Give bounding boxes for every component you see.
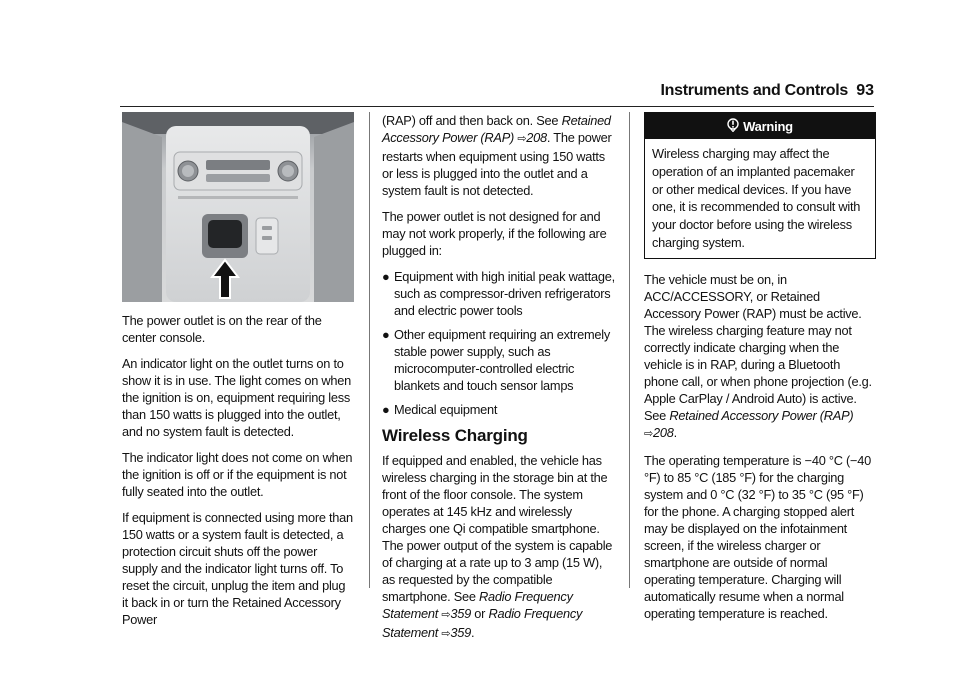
console-illustration [122,112,354,302]
column-divider [369,112,370,588]
section-heading: Wireless Charging [382,426,528,445]
warning-box [644,112,876,259]
warning-header [645,113,875,139]
header-rule [120,106,874,107]
paragraph [382,112,615,199]
text: . The power restarts when equipment using 150 watts or less is plugged into the outlet and a system fault is not detected. [382,130,612,198]
paragraph: An indicator light on the outlet turns on to show it is in use. The light comes on when the ignition is on, equipment requiring less than 150 watts is plugged into the outlet, and no system fault is detected. [122,356,351,439]
list-item-text: Other equipment requiring an extremely stable power supply, such as microcomputer-controlled electric blankets and touch sensor lamps [394,327,610,393]
list-item [382,401,615,418]
list-item [382,326,615,394]
paragraph [382,452,615,643]
cross-reference-link[interactable]: Retained Accessory Power (RAP) [382,113,611,145]
bullet-icon: ● [382,269,390,284]
column-2 [382,112,615,652]
reference-arrow-icon: ⇨ [644,427,653,440]
reference-page[interactable]: 208 [526,130,547,145]
paragraph: If equipment is connected using more than 150 watts or a system fault is detected, a protection circuit shuts off the power supply and the indicator light turns off. To reset the circuit, unplug the item and plug it back in or turn the Retained Accessory Power [122,510,353,627]
text: (RAP) off and then back on. See [382,113,562,128]
bullet-icon: ● [382,402,390,417]
paragraph: The power outlet is not designed for and may not work properly, if the following are plugged in: [382,209,607,258]
bullet-list [382,268,615,418]
paragraph: The operating temperature is −40 °C (−40 °F) to 85 °C (185 °F) for the charging system and 0 °C (32 °F) to 35 °C (95 °F) for the phone. A charging stopped alert may be displayed on the infotainment screen, if the wireless charger or smartphone are outside of normal operating temperature. Charging will automatically resume when a normal operating temperature is reached. [644,452,872,621]
text: The vehicle must be on, in ACC/ACCESSORY, or Retained Accessory Power (RAP) must be active. The wireless charging feature may not correctly indicate charging when the vehicle is in RAP, during a Bluetooth phone call, or when phone projection (e.g. Apple CarPlay / Android Auto) is active. See [644,271,872,423]
paragraph: The power outlet is on the rear of the center console. [122,313,322,345]
list-item-text: Equipment with high initial peak wattage, such as compressor-driven refrigerators and electric power tools [394,269,615,318]
warning-title: Warning [743,119,793,134]
cross-reference-link[interactable]: Radio Frequency Statement [382,606,583,640]
list-item [382,268,615,319]
text: . [470,625,475,640]
text: . [673,424,677,440]
column-1 [122,112,354,637]
list-item-text: Medical equipment [394,402,498,417]
page-header [0,82,960,106]
warning-text: Wireless charging may affect the operation of an implanted pacemaker or other medical devices. If you have one, it is recommended to consult with your doctor before using the wireless charging system. [652,146,861,250]
warning-triangle-icon [727,118,739,132]
column-divider [629,112,630,588]
text: If equipped and enabled, the vehicle has wireless charging in the storage bin at the front of the floor console. The system operates at 145 kHz and wirelessly charges one Qi compatible smartphone. The power output of the system is capable of charging at a rate up to 3 amp (15 W), as requested by the compatible smartphone. See [382,453,613,604]
bullet-icon: ● [382,327,390,342]
reference-page[interactable]: 359 [450,606,471,621]
paragraph: The indicator light does not come on when the ignition is off or if the equipment is not fully seated into the outlet. [122,450,353,499]
reference-arrow-icon: ⇨ [441,609,451,621]
reference-arrow-icon: ⇨ [517,133,527,145]
cross-reference-link[interactable]: Retained Accessory Power (RAP) [669,407,854,423]
reference-page[interactable]: 208 [652,424,674,440]
cross-reference-link[interactable]: Radio Frequency Statement [382,589,573,621]
section-title: Instruments and Controls [660,82,848,99]
reference-page[interactable]: 359 [450,625,471,640]
reference-arrow-icon: ⇨ [441,628,451,640]
text: or [470,606,489,621]
paragraph [644,271,876,443]
page-number: 93 [856,82,874,99]
power-outlet-photo [122,112,354,302]
column-3 [644,112,876,631]
